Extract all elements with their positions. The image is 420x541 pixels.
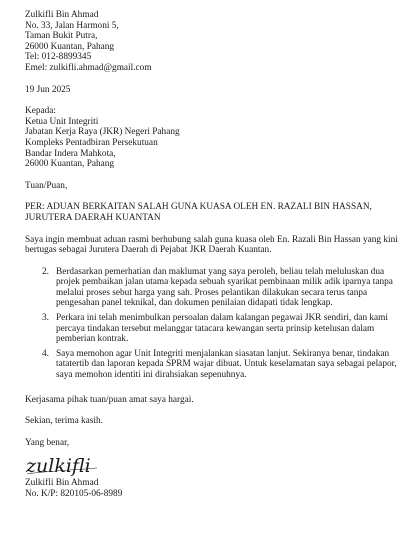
recipient-line: 26000 Kuantan, Pahang: [25, 159, 115, 170]
sender-tel: Tel: 012-8899345: [25, 52, 92, 63]
letter-page: [25, 10, 405, 500]
point-number: 3.: [42, 313, 49, 324]
sender-email: Emel: zulkifli.ahmad@gmail.com: [25, 62, 152, 73]
point-text: Berdasarkan pemerhatian dan maklumat yang saya peroleh, beliau telah meluluskan dua projek pembaikan jalan utama kepada sebuah syarikat pembinaan milik adik iparnya tanpa melalui proses sebut harga yang sah. Proses pelantikan dilakukan secara terus tanpa pengesahan panel teknikal, dan dokumen penilaian didapati tidak lengkap.: [56, 266, 393, 309]
sender-name: Zulkifli Bin Ahmad: [25, 10, 99, 20]
list-item: [25, 267, 405, 309]
recipient-label: Kepada:: [25, 106, 56, 117]
signature-text: zulkifli: [26, 455, 91, 478]
signatory-ic: No. K/P: 820105-06-8989: [25, 489, 123, 499]
sender-address-line: Taman Bukit Putra,: [25, 31, 98, 42]
point-text: Saya memohon agar Unit Integriti menjalankan siasatan lanjut. Sekiranya benar, tindakan tatatertib dan laporan kepada SPRM wajar dibuat. Untuk keselamatan saya sebagai pelapor, saya memohon identiti ini dirahsiakan sepenuhnya.: [56, 348, 397, 381]
recipient-block: [25, 106, 405, 170]
recipient-line: Ketua Unit Integriti: [25, 116, 99, 127]
closing-thanks: Sekian, terima kasih.: [25, 416, 103, 427]
point-text: Perkara ini telah menimbulkan persoalan dalam kalangan pegawai JKR sendiri, dan kami percaya tindakan tersebut melanggar tatacara kewangan serta prinsip ketelusan dalam pemberian kontrak.: [56, 313, 389, 345]
list-item: [25, 313, 405, 345]
signature: [25, 448, 405, 478]
point-number: 4.: [42, 348, 49, 359]
sender-address-line: No. 33, Jalan Harmoni 5,: [25, 20, 119, 31]
sender-block: [25, 10, 405, 74]
intro-paragraph: Saya ingin membuat aduan rasmi berhubung salah guna kuasa oleh En. Razali Bin Hassan yang kini bertugas sebagai Jurutera Daerah di Pejabat JKR Daerah Kuantan.: [25, 234, 398, 256]
list-item: [25, 349, 405, 381]
signatory-name: Zulkifli Bin Ahmad: [25, 478, 99, 489]
closing-appreciation: Kerjasama pihak tuan/puan amat saya hargai.: [25, 394, 194, 405]
recipient-line: Kompleks Pentadbiran Persekutuan: [25, 137, 158, 148]
points-list: [25, 267, 405, 381]
letter-date: 19 Jun 2025: [25, 84, 71, 95]
subject-line: PER: ADUAN BERKAITAN SALAH GUNA KUASA OLEH EN. RAZALI BIN HASSAN, JURUTERA DAERAH KUANTAN: [25, 202, 372, 223]
recipient-line: Bandar Indera Mahkota,: [25, 148, 116, 159]
point-number: 2.: [42, 266, 49, 277]
sign-off: Yang benar,: [25, 437, 70, 448]
sender-address-line: 26000 Kuantan, Pahang: [25, 41, 115, 52]
recipient-line: Jabatan Kerja Raya (JKR) Negeri Pahang: [25, 127, 180, 138]
signature-drawing: [25, 448, 115, 482]
salutation: Tuan/Puan,: [25, 180, 68, 191]
